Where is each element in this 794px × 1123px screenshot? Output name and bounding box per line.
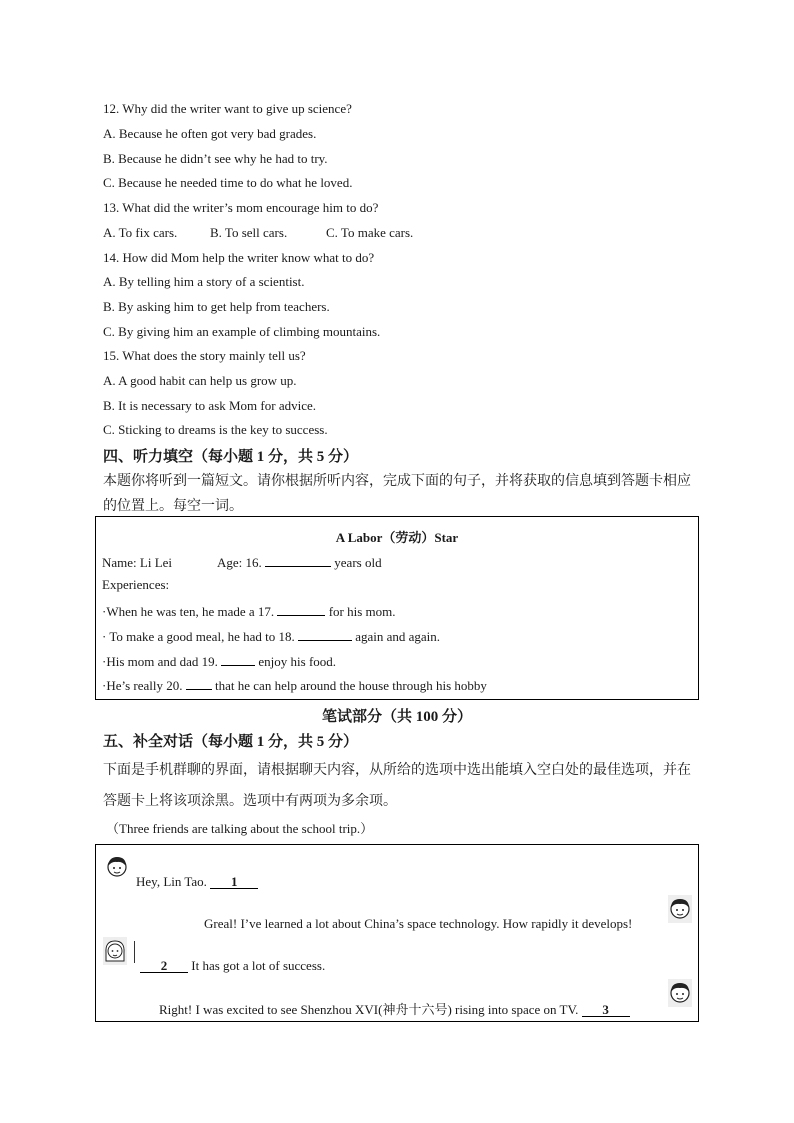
age-suffix: years old bbox=[334, 555, 382, 570]
option-13b: B. To sell cars. bbox=[210, 225, 288, 240]
question-12: 12. Why did the writer want to give up science? bbox=[103, 101, 352, 116]
option-15c: C. Sticking to dreams is the key to success. bbox=[103, 422, 328, 437]
options-13 bbox=[103, 225, 413, 241]
option-15b: B. It is necessary to ask Mom for advice. bbox=[103, 398, 317, 413]
question-14: 14. How did Mom help the writer know what to do? bbox=[103, 250, 375, 265]
section-4-heading: 四、听力填空（每小题 1 分，共 5 分） bbox=[103, 449, 359, 465]
experience-19-post: enjoy his food. bbox=[258, 654, 337, 669]
experience-17-post: for his mom. bbox=[328, 604, 396, 619]
section-5-heading: 五、补全对话（每小题 1 分，共 5 分） bbox=[103, 734, 359, 750]
option-13c: C. To make cars. bbox=[326, 225, 414, 240]
experience-17 bbox=[102, 601, 396, 620]
section-4-instruction-2: 的位置上。每空一词。 bbox=[103, 499, 243, 514]
question-13: 13. What did the writer’s mom encourage him to do? bbox=[103, 200, 379, 215]
experience-20-pre: ·He’s really 20. bbox=[102, 678, 183, 693]
experience-18-post: again and again. bbox=[355, 629, 441, 644]
girl-avatar-icon bbox=[103, 937, 127, 965]
chat-message-3 bbox=[140, 958, 325, 974]
lin-tao-avatar-icon-2 bbox=[668, 979, 692, 1007]
option-12c: C. Because he needed time to do what he loved. bbox=[103, 175, 353, 190]
section-5-instruction-1: 下面是手机群聊的界面，请根据聊天内容，从所给的选项中选出能填入空白处的最佳选项，并在 bbox=[103, 763, 691, 778]
age-prefix: Age: 16. bbox=[217, 555, 262, 570]
option-14c: C. By giving him an example of climbing mountains. bbox=[103, 324, 381, 339]
friend-avatar-icon bbox=[105, 854, 129, 882]
option-15a: A. A good habit can help us grow up. bbox=[103, 373, 297, 388]
chat-message-1-text: Hey, Lin Tao. bbox=[136, 874, 207, 889]
chat-message-4 bbox=[159, 999, 630, 1018]
experience-20-post: that he can help around the house through his hobby bbox=[215, 678, 487, 693]
chat-message-4-text: Right! I was excited to see Shenzhou XVI(神舟十六号) rising into space on TV. bbox=[159, 1002, 579, 1017]
dialogue-blank-1[interactable]: 1 bbox=[210, 874, 258, 889]
option-13a: A. To fix cars. bbox=[103, 225, 178, 240]
divider bbox=[134, 941, 135, 963]
section-5-instruction-2: 答题卡上将该项涂黑。选项中有两项为多余项。 bbox=[103, 794, 397, 809]
dialogue-blank-3[interactable]: 3 bbox=[582, 1002, 630, 1017]
option-14a: A. By telling him a story of a scientist. bbox=[103, 274, 305, 289]
experience-19 bbox=[102, 651, 336, 670]
chat-box bbox=[95, 844, 699, 1022]
name-field bbox=[102, 552, 382, 571]
name-label: Name: Li Lei bbox=[102, 555, 173, 570]
option-12b: B. Because he didn’t see why he had to try. bbox=[103, 151, 328, 166]
chat-message-2: Greal! I’ve learned a lot about China’s space technology. How rapidly it develops! bbox=[204, 916, 633, 931]
written-part-heading: 笔试部分（共 100 分） bbox=[321, 709, 472, 725]
chat-message-3-text: It has got a lot of success. bbox=[191, 958, 326, 973]
answer-blank-18[interactable] bbox=[298, 626, 352, 641]
dialogue-blank-2[interactable]: 2 bbox=[140, 958, 188, 973]
answer-blank-16[interactable] bbox=[265, 552, 331, 567]
dialogue-context: （Three friends are talking about the school trip.） bbox=[106, 821, 374, 836]
experience-18-pre: · To make a good meal, he had to 18. bbox=[102, 629, 295, 644]
chat-message-1 bbox=[136, 874, 258, 890]
experience-20 bbox=[102, 675, 487, 694]
answer-blank-19[interactable] bbox=[221, 651, 255, 666]
answer-blank-20[interactable] bbox=[186, 675, 212, 690]
experience-19-pre: ·His mom and dad 19. bbox=[102, 654, 218, 669]
answer-blank-17[interactable] bbox=[277, 601, 325, 616]
option-12a: A. Because he often got very bad grades. bbox=[103, 126, 317, 141]
option-14b: B. By asking him to get help from teachers. bbox=[103, 299, 330, 314]
box-title: A Labor（劳动）Star bbox=[335, 530, 459, 545]
section-4-instruction-1: 本题你将听到一篇短文。请你根据所听内容，完成下面的句子，并将获取的信息填到答题卡相应 bbox=[103, 474, 691, 489]
lin-tao-avatar-icon bbox=[668, 895, 692, 923]
listening-fill-box bbox=[95, 516, 699, 700]
experience-17-pre: ·When he was ten, he made a 17. bbox=[102, 604, 275, 619]
question-15: 15. What does the story mainly tell us? bbox=[103, 348, 306, 363]
experience-18 bbox=[102, 626, 440, 645]
experiences-label: Experiences: bbox=[102, 577, 170, 592]
